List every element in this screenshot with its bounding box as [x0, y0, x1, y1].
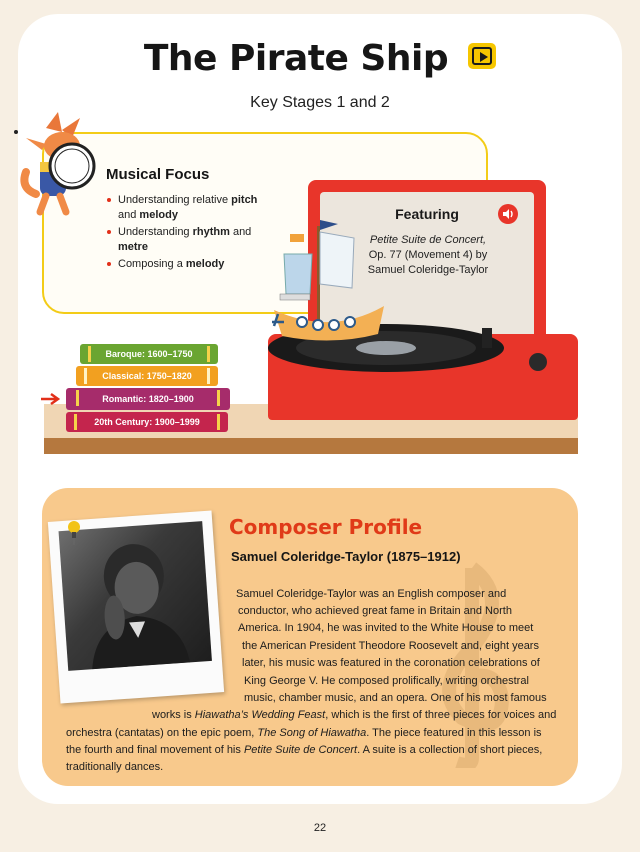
page-subtitle: Key Stages 1 and 2	[250, 94, 390, 111]
arrow-right-icon	[40, 392, 62, 406]
piece-title: Petite Suite de Concert,	[369, 234, 487, 246]
musical-focus-list	[107, 193, 277, 274]
fox-drummer-illustration	[6, 108, 106, 220]
book-20th-century[interactable]: 20th Century: 1900–1999	[66, 412, 228, 432]
speaker-icon[interactable]	[498, 204, 518, 224]
page-number: 22	[313, 822, 327, 834]
featured-composer: Samuel Coleridge-Taylor	[367, 264, 489, 276]
focus-item: Understanding relative pitch and melody	[107, 193, 277, 223]
book-classical[interactable]: Classical: 1750–1820	[76, 366, 218, 386]
book-baroque[interactable]: Baroque: 1600–1750	[80, 344, 218, 364]
pirate-ship-illustration	[262, 218, 402, 358]
piece-detail: Op. 77 (Movement 4) by	[368, 249, 488, 261]
page-title	[0, 38, 640, 79]
page-title-text: The Pirate Ship	[143, 38, 449, 79]
focus-item: Understanding rhythm and metre	[107, 225, 277, 255]
play-video-icon[interactable]	[468, 43, 496, 69]
musical-focus-title: Musical Focus	[106, 166, 210, 183]
book-romantic[interactable]: Romantic: 1820–1900	[66, 388, 230, 410]
composer-profile-title: Composer Profile	[229, 515, 423, 539]
featuring-title: Featuring	[395, 206, 459, 222]
focus-item: Composing a melody	[107, 257, 277, 272]
composer-name: Samuel Coleridge-Taylor (1875–1912)	[231, 549, 461, 564]
pushpin-icon	[66, 520, 82, 546]
